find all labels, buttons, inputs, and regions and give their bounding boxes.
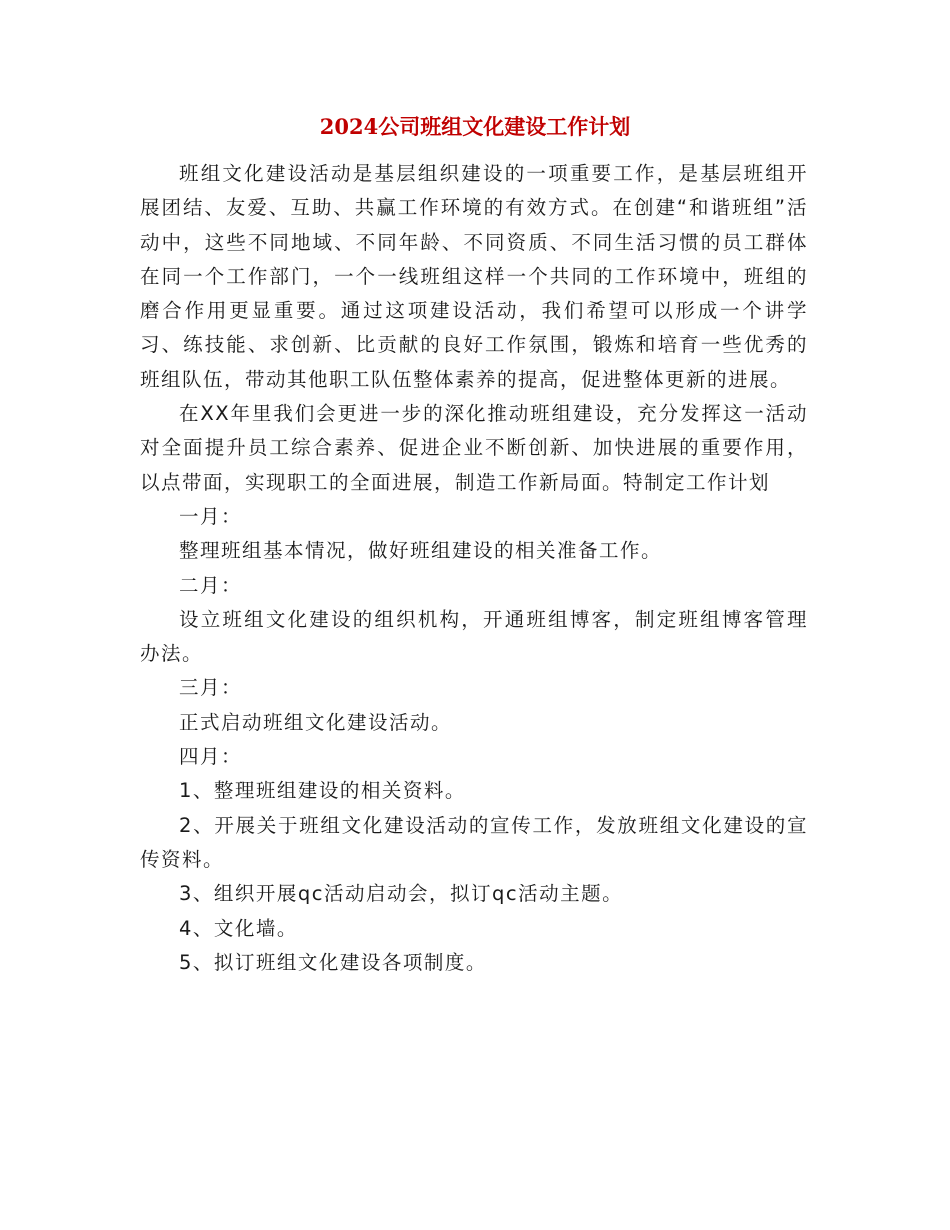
document-title: 2024公司班组文化建设工作计划 bbox=[319, 114, 631, 139]
paragraph-intro: 班组文化建设活动是基层组织建设的一项重要工作，是基层班组开展团结、友爱、互助、共赢工作环境的有效方式。在创建“和谐班组”活动中，这些不同地域、不同年龄、不同资质、不同生活习惯的员工群体在同一个工作部门，一个一线班组这样一个共同的工作环境中，班组的磨合作用更显重要。通过这项建设活动，我们希望可以形成一个讲学习、练技能、求创新、比贡献的良好工作氛围，锻炼和培育一些优秀的班组队伍，带动其他职工队伍整体素养的提高，促进整体更新的进展。 bbox=[140, 162, 808, 391]
paragraph-january: 整理班组基本情况，做好班组建设的相关准备工作。 bbox=[179, 539, 663, 563]
paragraph-plan-purpose: 在XX年里我们会更进一步的深化推动班组建设，充分发挥这一活动对全面提升员工综合素养、促进企业不断创新、加快进展的重要作用，以点带面，实现职工的全面进展，制造工作新局面。特制定工作计划 bbox=[140, 402, 808, 494]
heading-march: 三月： bbox=[179, 676, 243, 700]
paragraph-february: 设立班组文化建设的组织机构，开通班组博客，制定班组博客管理办法。 bbox=[140, 607, 808, 666]
heading-april: 四月： bbox=[179, 745, 243, 769]
heading-february: 二月： bbox=[179, 573, 243, 597]
list-item-april-4: 4、文化墙。 bbox=[179, 916, 298, 940]
list-item-april-1: 1、整理班组建设的相关资料。 bbox=[179, 779, 466, 803]
list-item-april-5: 5、拟订班组文化建设各项制度。 bbox=[179, 950, 487, 974]
heading-january: 一月： bbox=[179, 504, 243, 528]
list-item-april-3: 3、组织开展qc活动启动会，拟订qc活动主题。 bbox=[179, 882, 624, 906]
paragraph-march: 正式启动班组文化建设活动。 bbox=[179, 710, 453, 734]
list-item-april-2: 2、开展关于班组文化建设活动的宣传工作，发放班组文化建设的宣传资料。 bbox=[140, 813, 808, 871]
document-body bbox=[140, 157, 808, 980]
